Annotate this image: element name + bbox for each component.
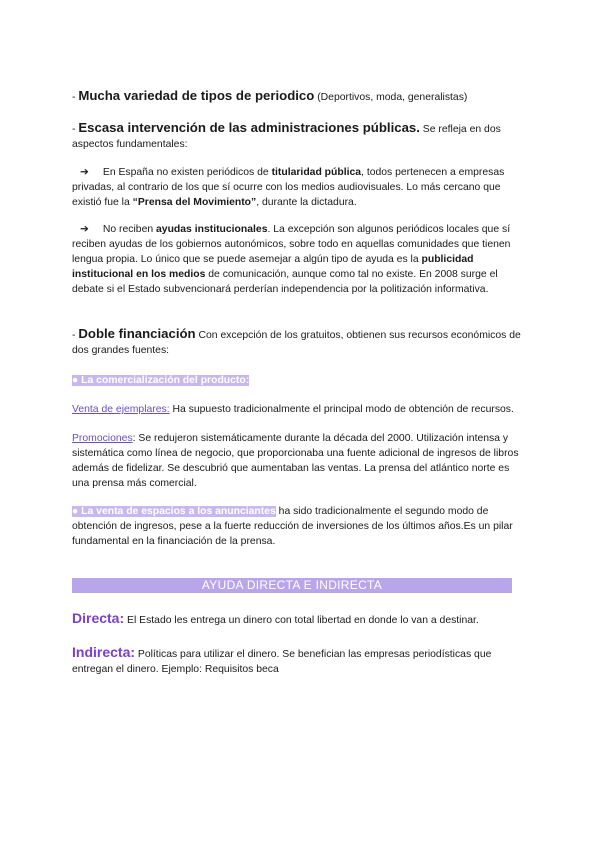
bold-text: ayudas institucionales bbox=[156, 224, 268, 235]
point-variedad bbox=[72, 88, 528, 105]
def-indirecta bbox=[72, 645, 528, 677]
text: ha sido tradicionalmente el segundo modo de obtención de ingresos, pese a la fuerte reducción de inversiones de los últimos años.Es un pilar fundamental en la financiación de la prensa. bbox=[72, 506, 513, 547]
promociones-link[interactable]: Promociones bbox=[72, 433, 133, 444]
text: El Estado les entrega un dinero con total libertad en donde lo van a destinar. bbox=[124, 615, 479, 626]
dash: - bbox=[72, 92, 79, 103]
text: Ha supuesto tradicionalmente el principal modo de obtención de recursos. bbox=[169, 404, 514, 415]
point-text: Con excepción de los gratuitos, obtienen sus recursos económicos de dos grandes fuentes: bbox=[72, 330, 521, 356]
point-text: (Deportivos, moda, generalistas) bbox=[314, 92, 468, 103]
text: , durante la dictadura. bbox=[256, 197, 357, 208]
term-label: Indirecta: bbox=[72, 644, 136, 660]
point-text: Se refleja en dos aspectos fundamentales: bbox=[72, 124, 501, 150]
text: Políticas para utilizar el dinero. Se benefician las empresas periodísticas que entregan el dinero. Ejemplo: Requisitos beca bbox=[72, 649, 492, 675]
bold-text: publicidad institucional en los medios bbox=[72, 254, 474, 280]
text: No reciben bbox=[100, 224, 157, 235]
text: . La excepción son algunos periódicos locales que sí reciben ayudas de los gobiernos autonómicos, sobre todo en aquellas comunidades que tienen lengua propia. Lo único que se puede asemejar a algún tipo de ayuda es la bbox=[72, 224, 511, 265]
section-banner: AYUDA DIRECTA E INDIRECTA bbox=[72, 578, 512, 593]
text: , todos pertenecen a empresas privadas, al contrario de los que sí ocurre con los medios audiovisuales. Lo más cercano que existió fue la bbox=[72, 167, 505, 208]
point-title: Escasa intervención de las administraciones públicas. bbox=[78, 120, 420, 135]
para-venta-ejemplares bbox=[72, 402, 528, 417]
def-directa bbox=[72, 611, 528, 628]
para-venta-espacios bbox=[72, 504, 528, 549]
bullet-ayudas bbox=[72, 222, 528, 297]
heading-comercializacion bbox=[72, 373, 528, 388]
bullet-titularidad bbox=[72, 165, 528, 210]
point-intervencion bbox=[72, 120, 528, 152]
point-financiacion bbox=[72, 326, 528, 358]
highlight-heading: ● La comercialización del producto: bbox=[72, 375, 250, 386]
highlight-heading: ● La venta de espacios a los anunciantes bbox=[72, 506, 276, 517]
dash: - bbox=[72, 330, 79, 341]
para-promociones bbox=[72, 431, 528, 491]
dash: - bbox=[72, 124, 79, 135]
text: de comunicación, aunque como tal no existe. En 2008 surge el debate si el Estado subvencionará perderían independencia por la politización informativa. bbox=[72, 269, 498, 295]
venta-ejemplares-link[interactable]: Venta de ejemplares: bbox=[72, 404, 170, 415]
bold-text: “Prensa del Movimiento” bbox=[132, 197, 257, 208]
point-title: Doble financiación bbox=[78, 326, 196, 341]
point-title: Mucha variedad de tipos de periodico bbox=[78, 88, 315, 103]
term-label: Directa: bbox=[72, 610, 125, 626]
arrow-icon: ➔ bbox=[80, 167, 89, 178]
arrow-icon: ➔ bbox=[80, 224, 89, 235]
bold-text: titularidad pública bbox=[271, 167, 362, 178]
text: En España no existen periódicos de bbox=[100, 167, 272, 178]
text: : Se redujeron sistemáticamente durante la década del 2000. Utilización intensa y sistemática como línea de negocio, que proporcionaba una fuente adicional de ingresos de libros además de fidelizar. Se descubrió que aumentaban las ventas. La prensa del atlántico norte es una prensa más comercial. bbox=[72, 433, 519, 489]
